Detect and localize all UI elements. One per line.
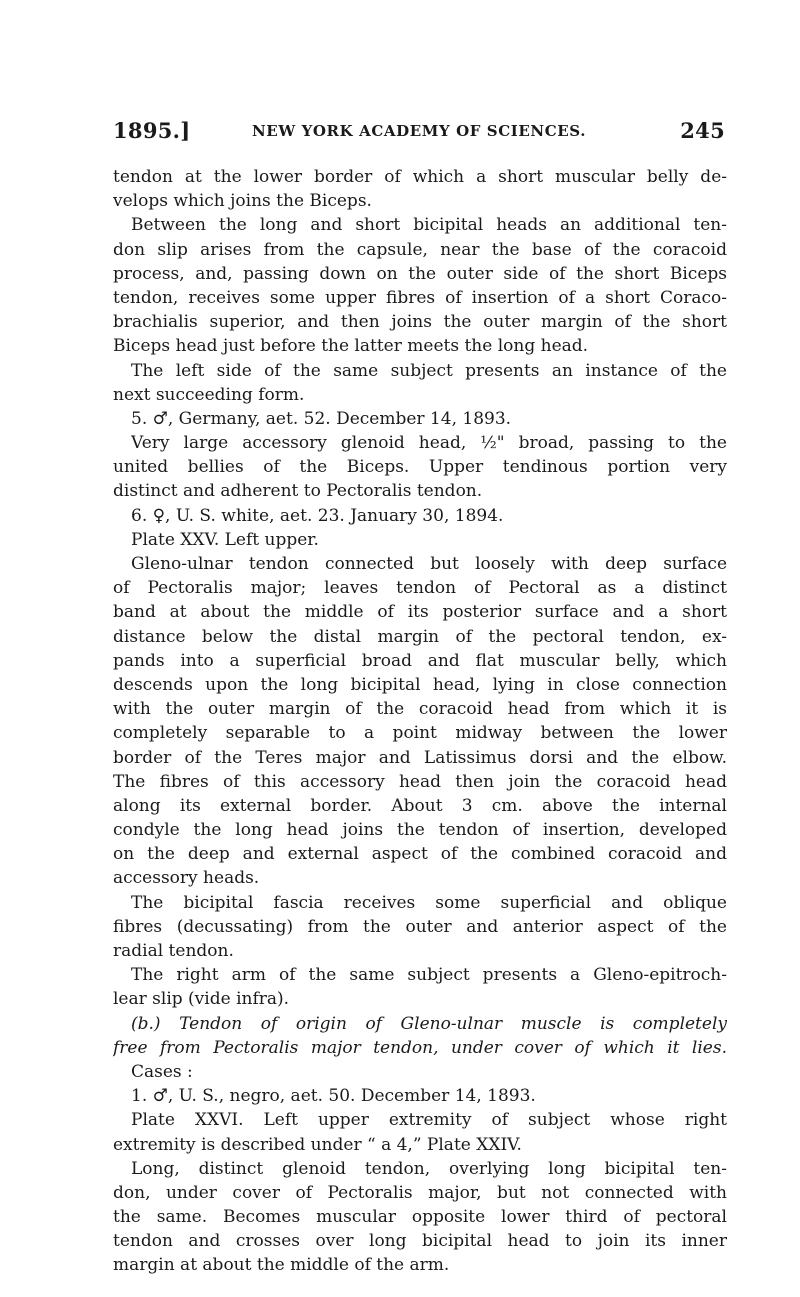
- text-line: pands into a superficial broad and flat muscular belly, which: [113, 650, 727, 671]
- text-line: tendon, receives some upper fibres of insertion of a short Coraco-: [113, 287, 727, 308]
- text-line: radial tendon.: [113, 941, 234, 961]
- text-line: border of the Teres major and Latissimus dorsi and the elbow.: [113, 747, 727, 768]
- text-line: tendon and crosses over long bicipital head to join its inner: [113, 1231, 727, 1252]
- text-line: The bicipital fascia receives some superficial and oblique: [131, 892, 727, 913]
- text-line: Gleno-ulnar tendon connected but loosely with deep surface: [131, 554, 727, 574]
- text-line: lear slip (vide infra).: [113, 989, 290, 1010]
- text-line: Plate XXV. Left upper.: [131, 529, 319, 550]
- text-line: Plate XXVI. Left upper extremity of subject whose right: [131, 1110, 727, 1131]
- text-line: the same. Becomes muscular opposite lower third of pectoral: [113, 1207, 727, 1228]
- text-line: along its external border. About 3 cm. above the internal: [113, 795, 727, 816]
- text-line: united bellies of the Biceps. Upper tendinous portion very: [113, 457, 727, 478]
- text-line: 6. ♀, U. S. white, aet. 23. January 30, 1894.: [131, 505, 504, 526]
- text-line: with the outer margin of the coracoid head from which it is: [113, 699, 727, 720]
- text-line: brachialis superior, and then joins the outer margin of the short: [113, 312, 727, 333]
- text-line: The left side of the same subject presents an instance of the: [131, 360, 727, 381]
- text-line: distance below the distal margin of the pectoral tendon, ex-: [113, 626, 727, 647]
- text-line: The right arm of the same subject presents a Gleno-epitroch-: [131, 965, 727, 986]
- body-text: [113, 165, 727, 1278]
- text-line: free from Pectoralis major tendon, under cover of which it lies.: [113, 1037, 727, 1058]
- text-line: don, under cover of Pectoralis major, but not connected with: [113, 1182, 727, 1203]
- text-line: fibres (decussating) from the outer and anterior aspect of the: [113, 916, 727, 937]
- text-line: Long, distinct glenoid tendon, overlying long bicipital ten-: [131, 1158, 727, 1179]
- text-line: distinct and adherent to Pectoralis tendon.: [113, 481, 483, 502]
- text-line: on the deep and external aspect of the combined coracoid and: [113, 844, 727, 865]
- text-line: accessory heads.: [113, 868, 260, 889]
- text-line: Very large accessory glenoid head, ½" broad, passing to the: [131, 433, 727, 454]
- running-header: [113, 118, 725, 148]
- text-line: of Pectoralis major; leaves tendon of Pectoral as a distinct: [113, 578, 727, 599]
- text-line: Biceps head just before the latter meets the long head.: [113, 336, 589, 357]
- text-line: completely separable to a point midway between the lower: [113, 723, 727, 744]
- page-number: 245: [680, 118, 725, 143]
- text-line: velops which joins the Biceps.: [113, 191, 372, 212]
- text-line: Between the long and short bicipital heads an additional ten-: [131, 215, 727, 236]
- text-line: The fibres of this accessory head then join the coracoid head: [113, 771, 727, 792]
- text-line: 5. ♂, Germany, aet. 52. December 14, 1893.: [131, 408, 512, 429]
- text-line: Cases :: [131, 1061, 193, 1082]
- header-title: NEW YORK ACADEMY OF SCIENCES.: [251, 122, 587, 140]
- text-line: tendon at the lower border of which a short muscular belly de-: [113, 167, 727, 187]
- text-line: don slip arises from the capsule, near the base of the coracoid: [113, 239, 727, 260]
- text-line: descends upon the long bicipital head, lying in close connection: [113, 674, 727, 695]
- header-year: 1895.]: [113, 118, 191, 143]
- text-line: (b.) Tendon of origin of Gleno-ulnar muscle is completely: [131, 1013, 727, 1034]
- text-line: extremity is described under “ a 4,” Plate XXIV.: [113, 1134, 522, 1155]
- text-line: band at about the middle of its posterior surface and a short: [113, 602, 727, 623]
- text-line: margin at about the middle of the arm.: [113, 1255, 450, 1276]
- text-line: condyle the long head joins the tendon of insertion, developed: [113, 820, 727, 841]
- text-line: process, and, passing down on the outer side of the short Biceps: [113, 263, 727, 284]
- text-line: 1. ♂, U. S., negro, aet. 50. December 14, 1893.: [131, 1086, 536, 1107]
- text-line: next succeeding form.: [113, 384, 305, 405]
